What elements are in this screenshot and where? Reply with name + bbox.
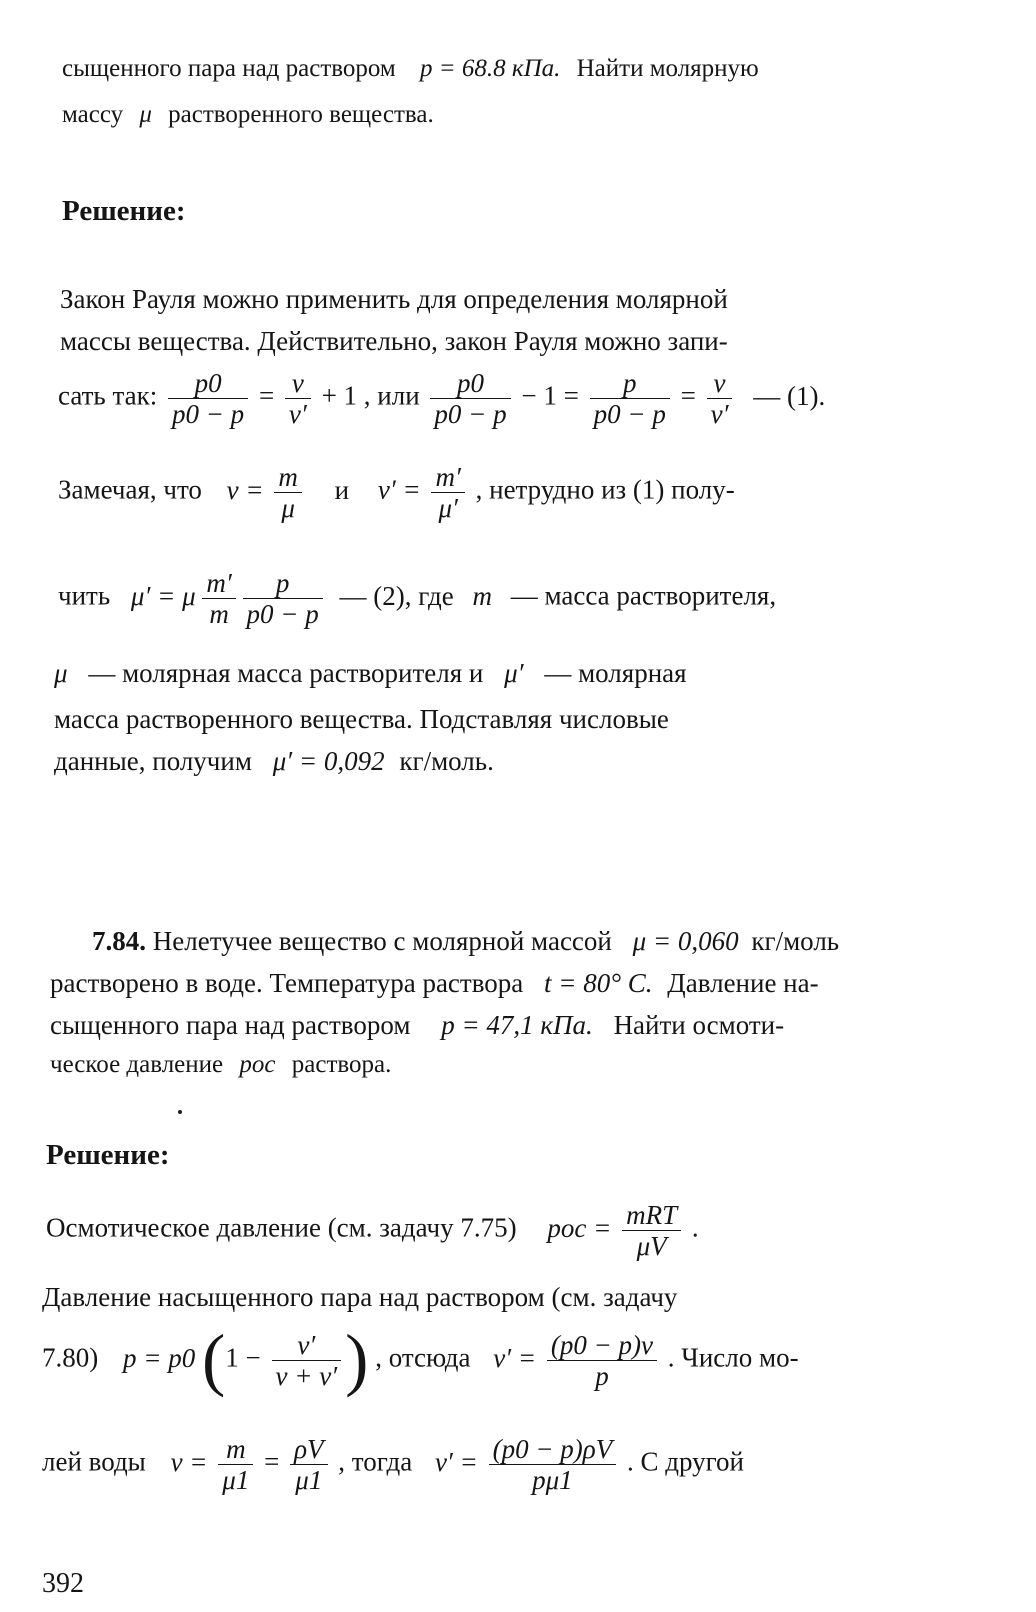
stray-dot bbox=[178, 1110, 182, 1114]
fraction-numerator: mRT bbox=[626, 1200, 678, 1230]
problem-784-line-1 bbox=[92, 924, 839, 958]
fraction-denominator: pμ1 bbox=[489, 1464, 617, 1495]
solution-heading-1: Решение: bbox=[62, 195, 186, 227]
text-fragment: . С другой bbox=[626, 1446, 744, 1477]
fraction bbox=[707, 368, 733, 429]
fraction-numerator: p bbox=[622, 368, 637, 398]
fraction-denominator: p0 − p bbox=[168, 398, 248, 429]
formula-pressure: p = 68.8 кПа. bbox=[420, 55, 561, 82]
fraction-denominator: μ1 bbox=[218, 1464, 253, 1495]
formula-pressure: p = 47,1 кПа. bbox=[441, 1010, 593, 1040]
formula: p = p0 bbox=[123, 1342, 196, 1373]
fraction-numerator: m′ bbox=[435, 462, 461, 492]
solution1-line-2: массы вещества. Действительно, закон Рауля можно запи- bbox=[60, 326, 728, 356]
fraction-numerator: (p0 − p)ν bbox=[550, 1330, 654, 1360]
fraction bbox=[430, 368, 510, 429]
text-fragment: Давление на- bbox=[667, 968, 819, 998]
fraction-numerator: p0 bbox=[194, 368, 222, 398]
fraction-numerator: (p0 − p)ρV bbox=[492, 1434, 613, 1464]
fraction bbox=[218, 1434, 253, 1495]
symbol-mu-prime: μ′ bbox=[504, 658, 524, 688]
result-value: μ′ = 0,092 bbox=[272, 746, 385, 776]
fraction bbox=[290, 1434, 327, 1495]
text-fragment: , тогда bbox=[338, 1446, 413, 1477]
fraction-denominator: p0 − p bbox=[243, 598, 323, 629]
fraction-denominator: m bbox=[202, 598, 235, 629]
fraction-denominator: p0 − p bbox=[590, 398, 670, 429]
fraction-denominator: ν′ bbox=[285, 398, 311, 429]
text-fragment: − 1 = bbox=[521, 380, 579, 411]
fraction-numerator: ν′ bbox=[297, 1330, 316, 1360]
formula: ν′ = bbox=[493, 1342, 537, 1373]
fraction bbox=[272, 1330, 342, 1391]
text-fragment: + 1 , или bbox=[321, 380, 420, 411]
equation-ref: — (1). bbox=[753, 380, 826, 411]
fraction-denominator: ν′ bbox=[707, 398, 733, 429]
text-fragment: растворенного вещества. bbox=[168, 101, 434, 128]
text-fragment: растворено в воде. Температура раствора bbox=[50, 968, 524, 998]
formula: ν′ = bbox=[434, 1446, 478, 1477]
problem-784-line-3 bbox=[50, 1008, 784, 1042]
solution1-line-4 bbox=[58, 462, 735, 523]
equals-sign: = bbox=[680, 380, 696, 411]
solution1-line-7: масса растворенного вещества. Подставляя числовые bbox=[54, 704, 669, 734]
fraction-numerator: ρV bbox=[294, 1434, 324, 1464]
fraction-denominator: μV bbox=[622, 1230, 681, 1261]
formula: ν′ = bbox=[377, 474, 421, 505]
text-fragment: лей воды bbox=[42, 1446, 146, 1477]
text-fragment: 1 − bbox=[225, 1342, 261, 1373]
page-number: 392 bbox=[42, 1568, 84, 1599]
symbol-m: m bbox=[472, 580, 492, 611]
prev-problem-line-1 bbox=[62, 52, 759, 86]
fraction-numerator: ν bbox=[713, 368, 726, 398]
fraction bbox=[285, 368, 311, 429]
solution1-line-5 bbox=[58, 568, 776, 629]
formula: ν = bbox=[226, 474, 264, 505]
fraction bbox=[489, 1434, 617, 1495]
formula-molar-mass: μ = 0,060 bbox=[632, 926, 739, 956]
solution2-line-1 bbox=[46, 1200, 699, 1261]
right-paren: ) bbox=[345, 1321, 369, 1399]
text-fragment: сать так: bbox=[58, 380, 158, 411]
text-fragment: Нелетучее вещество с молярной массой bbox=[152, 926, 612, 956]
problem-number: 7.84. bbox=[92, 926, 146, 956]
symbol-osmotic-pressure: pос bbox=[239, 1051, 276, 1078]
text-fragment: раствора. bbox=[291, 1051, 392, 1078]
fraction bbox=[168, 368, 248, 429]
text-fragment: и bbox=[334, 474, 350, 505]
problem-784-line-2 bbox=[50, 966, 819, 1000]
fraction-denominator: μ1 bbox=[290, 1464, 327, 1495]
text-fragment: — молярная масса растворителя и bbox=[88, 658, 484, 688]
solution1-line-1: Закон Рауля можно применить для определения молярной bbox=[60, 284, 728, 314]
fraction bbox=[431, 462, 464, 523]
fraction-numerator: p bbox=[275, 568, 290, 598]
fraction-denominator: p0 − p bbox=[430, 398, 510, 429]
text-fragment: данные, получим bbox=[54, 746, 252, 776]
solution1-raoult-equation bbox=[58, 368, 825, 429]
formula: pос = bbox=[547, 1212, 612, 1243]
text-fragment: — молярная bbox=[544, 658, 687, 688]
solution1-line-8 bbox=[54, 744, 494, 778]
text-fragment: — (2), где bbox=[339, 580, 454, 611]
left-paren: ( bbox=[201, 1321, 226, 1399]
text-fragment: Найти молярную bbox=[576, 55, 759, 82]
text-fragment: . bbox=[691, 1212, 699, 1243]
text-fragment: сыщенного пара над раствором bbox=[62, 55, 396, 82]
text-fragment: ческое давление bbox=[50, 1051, 224, 1078]
fraction-denominator: μ′ bbox=[431, 492, 464, 523]
fraction-denominator: p bbox=[547, 1360, 657, 1391]
symbol-mu: μ bbox=[54, 658, 68, 688]
problem-784-line-4 bbox=[50, 1048, 391, 1082]
text-fragment: чить bbox=[58, 580, 111, 611]
fraction bbox=[202, 568, 235, 629]
formula: ν = bbox=[170, 1446, 208, 1477]
text-fragment: — масса растворителя, bbox=[510, 580, 777, 611]
fraction-numerator: m bbox=[226, 1434, 246, 1464]
solution2-line-4 bbox=[42, 1434, 744, 1495]
solution2-line-2: Давление насыщенного пара над раствором (см. задачу bbox=[42, 1282, 678, 1312]
fraction-numerator: m′ bbox=[206, 568, 232, 598]
symbol-mu: μ bbox=[139, 101, 152, 128]
text-fragment: сыщенного пара над раствором bbox=[50, 1010, 411, 1040]
fraction-numerator: ν bbox=[291, 368, 304, 398]
fraction-denominator: μ bbox=[274, 492, 302, 523]
text-fragment: , нетрудно из (1) полу- bbox=[475, 474, 735, 505]
text-fragment: Осмотическое давление (см. задачу 7.75) bbox=[46, 1212, 517, 1243]
unit: кг/моль bbox=[751, 926, 840, 956]
fraction bbox=[274, 462, 302, 523]
fraction-denominator: ν + ν′ bbox=[272, 1360, 342, 1391]
fraction bbox=[590, 368, 670, 429]
fraction bbox=[622, 1200, 681, 1261]
text-fragment: 7.80) bbox=[42, 1342, 99, 1373]
text-fragment: Замечая, что bbox=[58, 474, 202, 505]
fraction bbox=[547, 1330, 657, 1391]
text-fragment: массу bbox=[62, 101, 124, 128]
result-unit: кг/моль. bbox=[399, 746, 494, 776]
solution2-line-3 bbox=[42, 1321, 799, 1399]
solution-heading-2: Решение: bbox=[46, 1139, 170, 1171]
fraction bbox=[243, 568, 323, 629]
text-fragment: Найти осмоти- bbox=[613, 1010, 785, 1040]
text-fragment: . Число мо- bbox=[667, 1342, 799, 1373]
text-fragment: , отсюда bbox=[375, 1342, 471, 1373]
fraction-numerator: m bbox=[278, 462, 298, 492]
formula-temperature: t = 80° С. bbox=[544, 968, 653, 998]
solution1-line-6 bbox=[54, 656, 687, 690]
equals-sign: = bbox=[264, 1446, 280, 1477]
formula: μ′ = μ bbox=[130, 580, 196, 611]
equals-sign: = bbox=[258, 380, 275, 411]
fraction-numerator: p0 bbox=[457, 368, 485, 398]
prev-problem-line-2 bbox=[62, 98, 434, 132]
